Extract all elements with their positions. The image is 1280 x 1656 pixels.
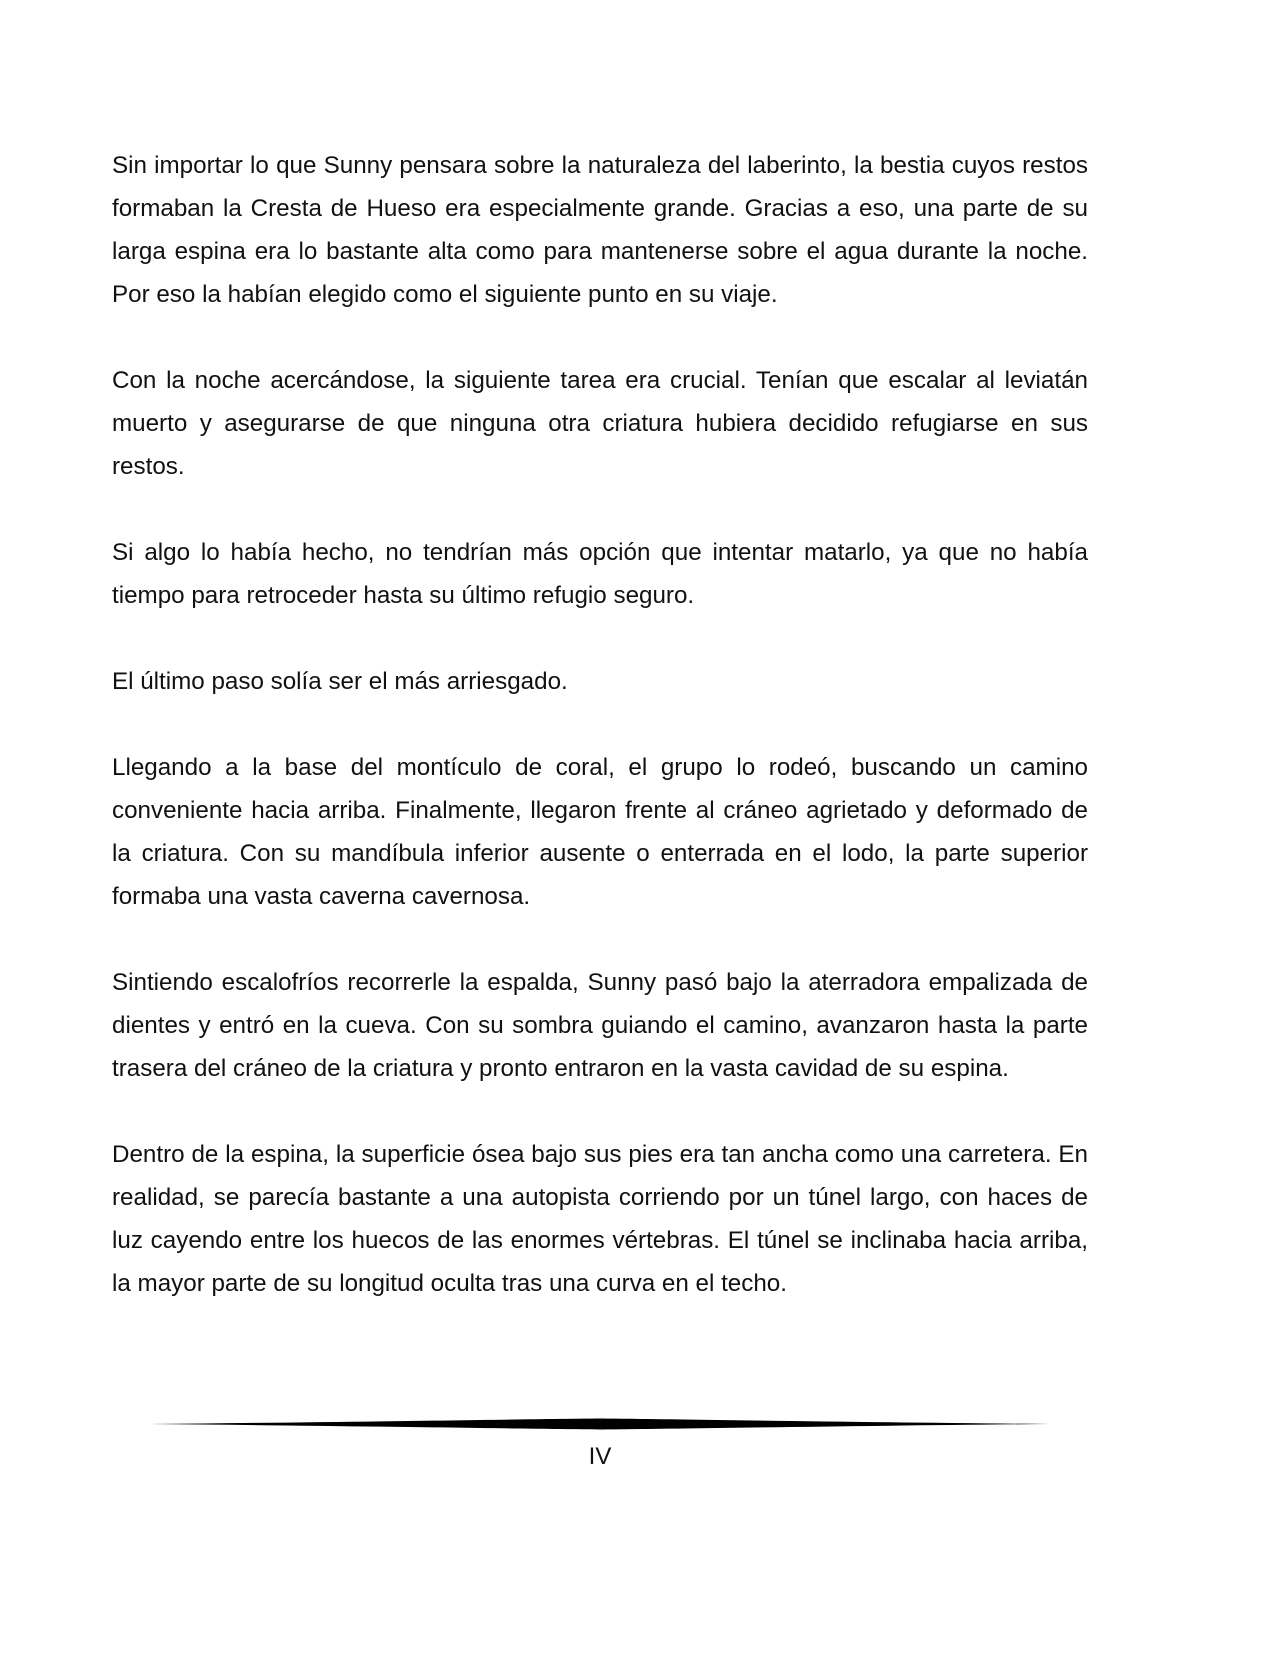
paragraph-3: Si algo lo había hecho, no tendrían más opción que intentar matarlo, ya que no había tiempo para retroceder hasta su último refugio seguro. bbox=[112, 539, 1088, 609]
paragraph-4: El último paso solía ser el más arriesgado. bbox=[112, 668, 568, 695]
footer-divider bbox=[150, 1418, 1050, 1430]
body-text bbox=[112, 144, 1088, 1348]
paragraph-1: Sin importar lo que Sunny pensara sobre la naturaleza del laberinto, la bestia cuyos restos formaban la Cresta de Hueso era especialmente grande. Gracias a eso, una parte de su larga espina era lo bastante alta como para mantenerse sobre el agua durante la noche. Por eso la habían elegido como el siguiente punto en su viaje. bbox=[112, 152, 1088, 308]
paragraph-2: Con la noche acercándose, la siguiente tarea era crucial. Tenían que escalar al leviatán muerto y asegurarse de que ninguna otra criatura hubiera decidido refugiarse en sus restos. bbox=[112, 367, 1088, 480]
page-number: IV bbox=[588, 1443, 612, 1470]
footer-divider-swell bbox=[150, 1419, 1050, 1430]
paragraph-7: Dentro de la espina, la superficie ósea bajo sus pies era tan ancha como una carretera. En realidad, se parecía bastante a una autopista corriendo por un túnel largo, con haces de luz cayendo entre los huecos de las enormes vértebras. El túnel se inclinaba hacia arriba, la mayor parte de su longitud oculta tras una curva en el techo. bbox=[112, 1141, 1088, 1297]
paragraph-5: Llegando a la base del montículo de coral, el grupo lo rodeó, buscando un camino conveniente hacia arriba. Finalmente, llegaron frente al cráneo agrietado y deformado de la criatura. Con su mandíbula inferior ausente o enterrada en el lodo, la parte superior formaba una vasta caverna cavernosa. bbox=[112, 754, 1088, 910]
paragraph-6: Sintiendo escalofríos recorrerle la espalda, Sunny pasó bajo la aterradora empalizada de dientes y entró en la cueva. Con su sombra guiando el camino, avanzaron hasta la parte trasera del cráneo de la criatura y pronto entraron en la vasta cavidad de su espina. bbox=[112, 969, 1088, 1082]
